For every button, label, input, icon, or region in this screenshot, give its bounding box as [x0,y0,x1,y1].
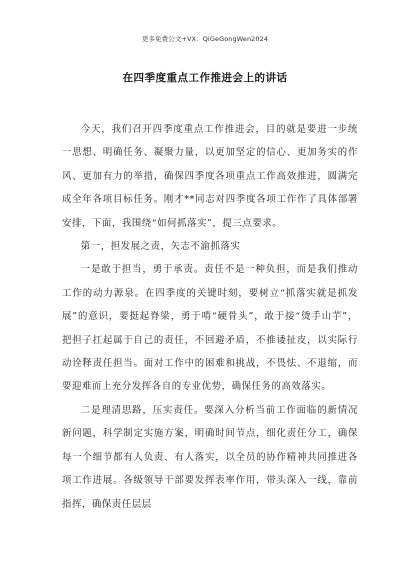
paragraph-point-two: 二是理清思路，压实责任。要深入分析当前工作面临的新情况新问题，科学制定实施方案，明确时间节点，细化责任分工，确保每一个细节都有人负责、有人落实，以全员的协作精神共同推进各项工作进展。各级领导干部要发挥表率作用，带头深入一线，靠前指挥，确保责任层层 [62,404,358,510]
page-title: 在四季度重点工作推进会上的讲话 [122,72,288,84]
section-heading-first: 第一，担发展之责，矢志不渝抓落实 [80,241,241,253]
paragraph-intro: 今天，我们召开四季度重点工作推进会，目的就是要进一步统一思想、明确任务、凝聚力量，以更加坚定的信心、更加务实的作风、更加有力的举措，确保四季度各项重点工作高效推进，圆满完成全年各项目标任务。刚才**同志对四季度各项工作作了具体部署安排，下面，我围绕“如何抓落实”，提三点要求。 [62,124,358,229]
header-note: 更多免费公文+VX：QiGeGongWen2024 [141,35,269,43]
document-body [62,118,358,516]
paragraph-point-one: 一是敢于担当，勇于承责。责任不是一种负担，而是我们推动工作的动力源泉。在四季度的关键时刻，要树立“抓落实就是抓发展”的意识，要挺起脊梁，勇于啃“硬骨头”，敢于接“烫手山芋”，把担子扛起属于自己的责任，不回避矛盾，不推诿扯皮，以实际行动诠释责任担当。面对工作中的困难和挑战，不畏怯、不退缩，而要迎难而上充分发挥各自的专业优势，确保任务的高效落实。 [62,264,358,393]
